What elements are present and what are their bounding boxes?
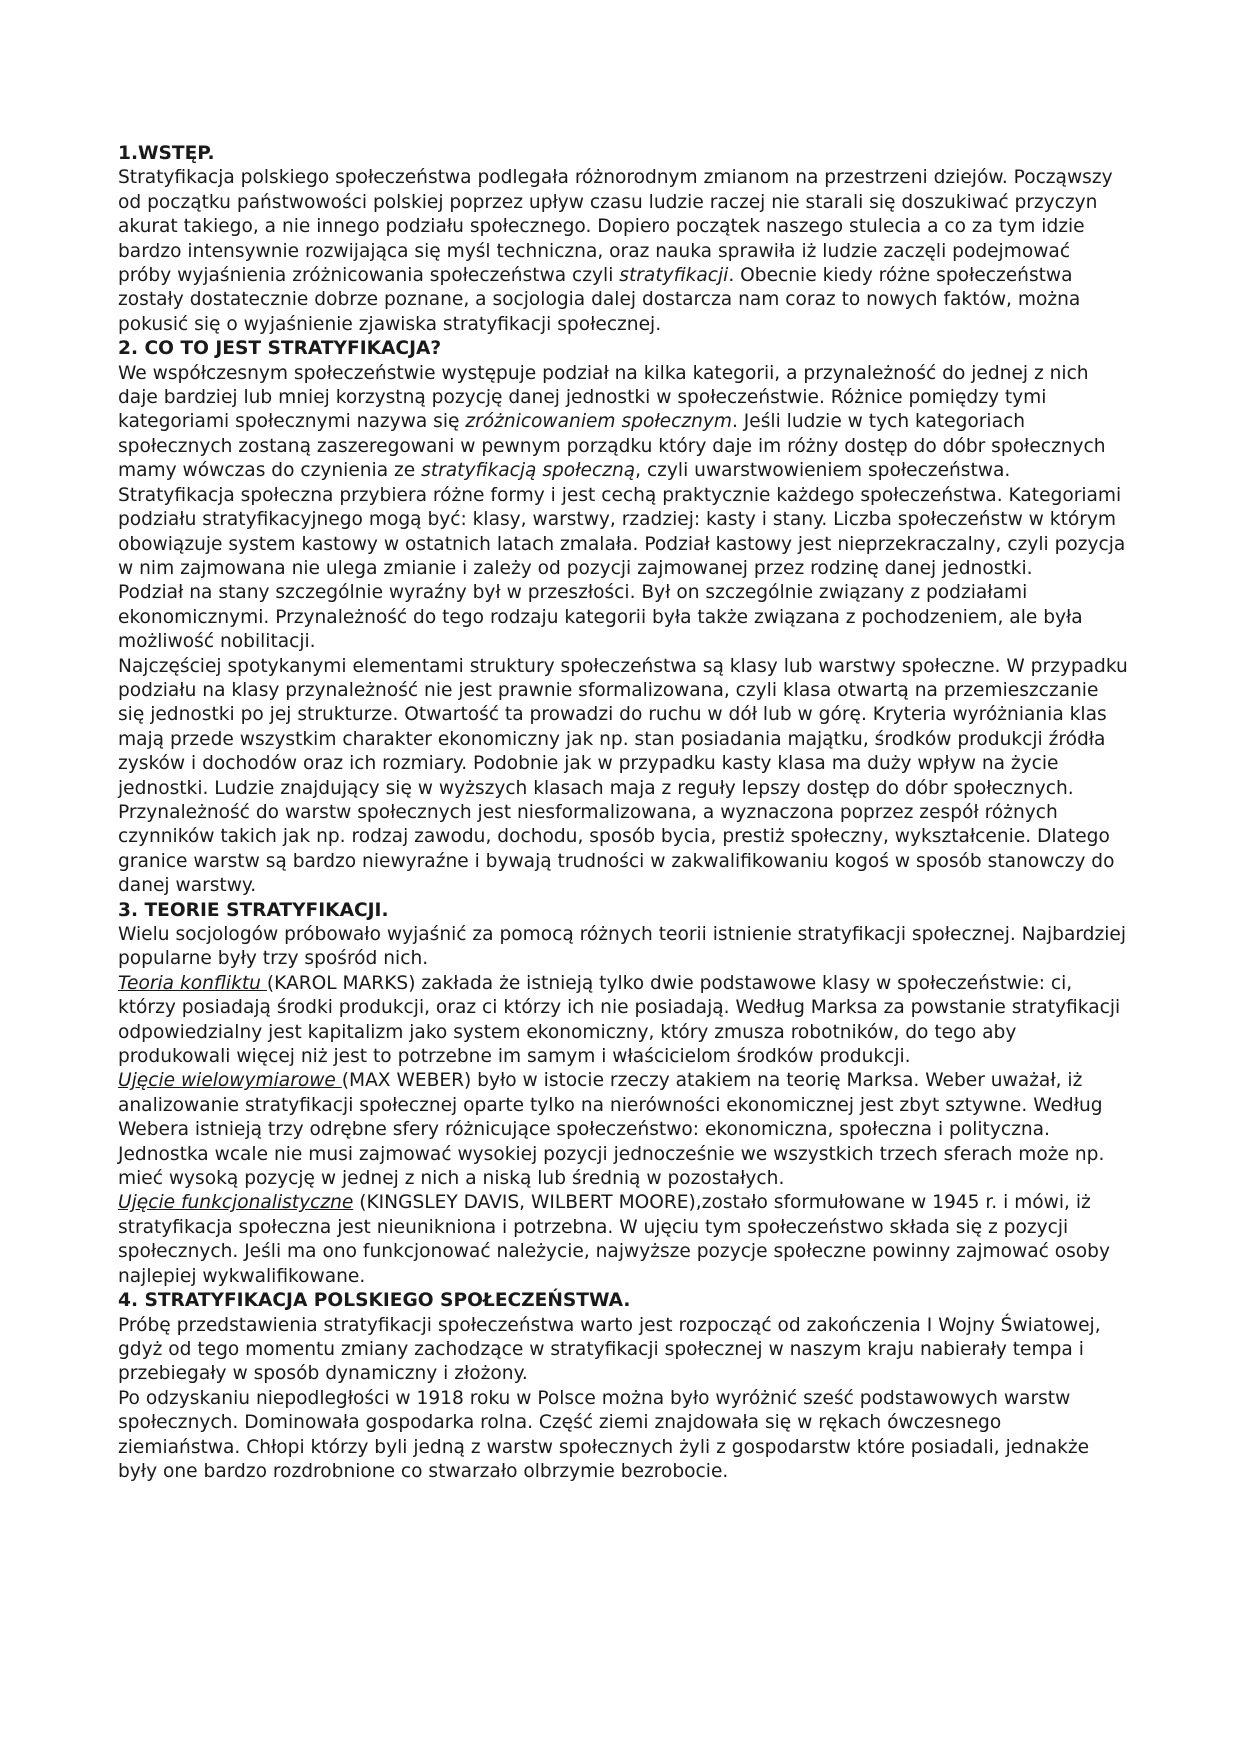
text-run: Stratyfikacja polskiego społeczeństwa podlegała różnorodnym zmianom na przestrzeni dziejów. Począwszy od początku państwowości polskiej poprzez upływ czasu ludzie raczej nie starali się doszukiwać przyczyn akurat takiego, a nie innego podziału społecznego. Dopiero początek naszego stulecia a co za tym idzie bardzo intensywnie rozwijająca się myśl techniczna, oraz nauka sprawiła iż ludzie zaczęli podejmować próby wyjaśnienia zróżnicowania społeczeństwa czyli (118, 167, 1113, 287)
text-run: We współczesnym społeczeństwie występuje podział na kilka kategorii, a przynależność do jednej z nich daje bardziej lub mniej korzystną pozycję danej jednostki w społeczeństwie. Różnice pomiędzy tymi kategoriami społecznymi nazywa się (118, 362, 1089, 433)
section-4-paragraph-2: Po odzyskaniu niepodległości w 1918 roku w Polsce można było wyróżnić sześć podstawowych warstw społecznych. Dominowała gospodarka rolna. Część ziemi znajdowała się w rękach ówczesnego ziemiaństwa. Chłopi którzy byli jedną z warstw społecznych żyli z gospodarstw które posiadali, jednakże były one bardzo rozdrobnione co stwarzało olbrzymie bezrobocie. (118, 1387, 1090, 1482)
theory-functionalist (118, 1191, 1128, 1289)
text-run: (KAROL MARKS) zakłada że istnieją tylko dwie podstawowe klasy w społeczeństwie: ci, którzy posiadają środki produkcji, oraz ci którzy ich nie posiadają. Według Marksa za powstanie stratyfikacji odpowiedzialny jest kapitalizm jako system ekonomiczny, który zmusza robotników, do tego aby produkowali więcej niż jest to potrzebne im samym i właścicielom środków produkcji. (118, 972, 1121, 1068)
italic-term: zróżnicowaniem społecznym (465, 411, 732, 433)
theory-name: Ujęcie wielowymiarowe (118, 1070, 342, 1092)
section-2-paragraph-1 (118, 362, 1128, 484)
theory-name: Teoria konfliktu (118, 972, 267, 994)
section-4-paragraph-1: Próbę przedstawienia stratyfikacji społeczeństwa warto jest rozpocząć od zakończenia I Wojny Światowej, gdyż od tego momentu zmiany zachodzące w stratyfikacji społecznej w naszym kraju nabierały tempa i przebiegały w sposób dynamiczny i złożony. (118, 1314, 1101, 1385)
text-run: . Jeśli ludzie w tych kategoriach społecznych zostaną zaszeregowani w pewnym porządku który daje im różny dostęp do dóbr społecznych mamy wówczas do czynienia ze (118, 411, 1106, 482)
section-1-paragraph (118, 166, 1128, 337)
section-2-paragraph-4: Najczęściej spotykanymi elementami struktury społeczeństwa są klasy lub warstwy społeczne. W przypadku podziału na klasy przynależność nie jest prawnie sformalizowana, czyli klasa otwartą na przemieszczanie się jednostki po jej strukturze. Otwartość ta prowadzi do ruchu w dół lub w górę. Kryteria wyróżniania klas mają przede wszystkim charakter ekonomiczny jak np. stan posiadania majątku, środków produkcji źródła zysków i dochodów oraz ich rozmiary. Podobnie jak w przypadku kasty klasa ma duży wpływ na życie jednostki. Ludzie znajdujący się w wyższych klasach maja z reguły lepszy dostęp do dóbr społecznych. Przynależność do warstw społecznych jest niesformalizowana, a wyznaczona poprzez zespół różnych czynników takich jak np. rodzaj zawodu, dochodu, sposób bycia, prestiż społeczny, wykształcenie. Dlatego granice warstw są bardzo niewyraźne i bywają trudności w zakwalifikowaniu kogoś w sposób stanowczy do danej warstwy. (118, 655, 1128, 897)
theory-multidimensional (118, 1069, 1128, 1191)
document-page (118, 142, 1128, 1484)
italic-term: stratyfikacją społeczną (421, 460, 636, 482)
text-run: . Obecnie kiedy różne społeczeństwa zostały dostatecznie dobrze poznane, a socjologia dalej dostarcza nam coraz to nowych faktów, można pokusić się o wyjaśnienie zjawiska stratyfikacji społecznej. (118, 265, 1081, 335)
italic-term: stratyfikacji (619, 265, 729, 287)
section-3-heading: 3. TEORIE STRATYFIKACJI. (118, 899, 389, 921)
section-2-paragraph-3: Podział na stany szczególnie wyraźny był w przeszłości. Był on szczególnie związany z podziałami ekonomicznymi. Przynależność do tego rodzaju kategorii była także związana z pochodzeniem, ale była możliwość nobilitacji. (118, 582, 1083, 653)
section-2-paragraph-2: Stratyfikacja społeczna przybiera różne formy i jest cechą praktycznie każdego społeczeństwa. Kategoriami podziału stratyfikacyjnego mogą być: klasy, warstwy, rzadziej: kasty i stany. Liczba społeczeństw w którym obowiązuje system kastowy w ostatnich latach zmalała. Podział kastowy jest nieprzekraczalny, czyli pozycja w nim zajmowana nie ulega zmianie i zależy od pozycji zajmowanej przez rodzinę danej jednostki. (118, 484, 1126, 579)
text-run: (MAX WEBER) było w istocie rzeczy atakiem na teorię Marksa. Weber uważał, iż analizowanie stratyfikacji społecznej oparte tylko na nierówności ekonomicznej jest zbyt sztywne. Według Webera istnieją trzy odrębne sfery różnicujące społeczeństwo: ekonomiczna, społeczna i polityczna. Jednostka wcale nie musi zajmować wysokiej pozycji jednocześnie we wszystkich trzech sferach może np. mieć wysoką pozycję w jednej z nich a niską lub średnią w pozostałych. (118, 1070, 1105, 1190)
theory-conflict (118, 972, 1128, 1070)
section-4-heading: 4. STRATYFIKACJA POLSKIEGO SPOŁECZEŃSTWA. (118, 1290, 631, 1312)
theory-name: Ujęcie funkcjonalistyczne (118, 1192, 354, 1214)
section-1-heading: 1.WSTĘP. (118, 143, 215, 164)
section-2-heading: 2. CO TO JEST STRATYFIKACJA? (118, 338, 442, 360)
text-run: (KINGSLEY DAVIS, WILBERT MOORE),zostało sformułowane w 1945 r. i mówi, iż stratyfikacja społeczna jest nieunikniona i potrzebna. W ujęciu tym społeczeństwo składa się z pozycji społecznych. Jeśli ma ono funkcjonować należycie, najwyższe pozycje społeczne powinny zajmować osoby najlepiej wykwalifikowane. (118, 1192, 1110, 1287)
section-3-intro: Wielu socjologów próbowało wyjaśnić za pomocą różnych teorii istnienie stratyfikacji społecznej. Najbardziej popularne były trzy spośród nich. (118, 924, 1127, 970)
text-run: , czyli uwarstwowieniem społeczeństwa. (635, 460, 1011, 482)
